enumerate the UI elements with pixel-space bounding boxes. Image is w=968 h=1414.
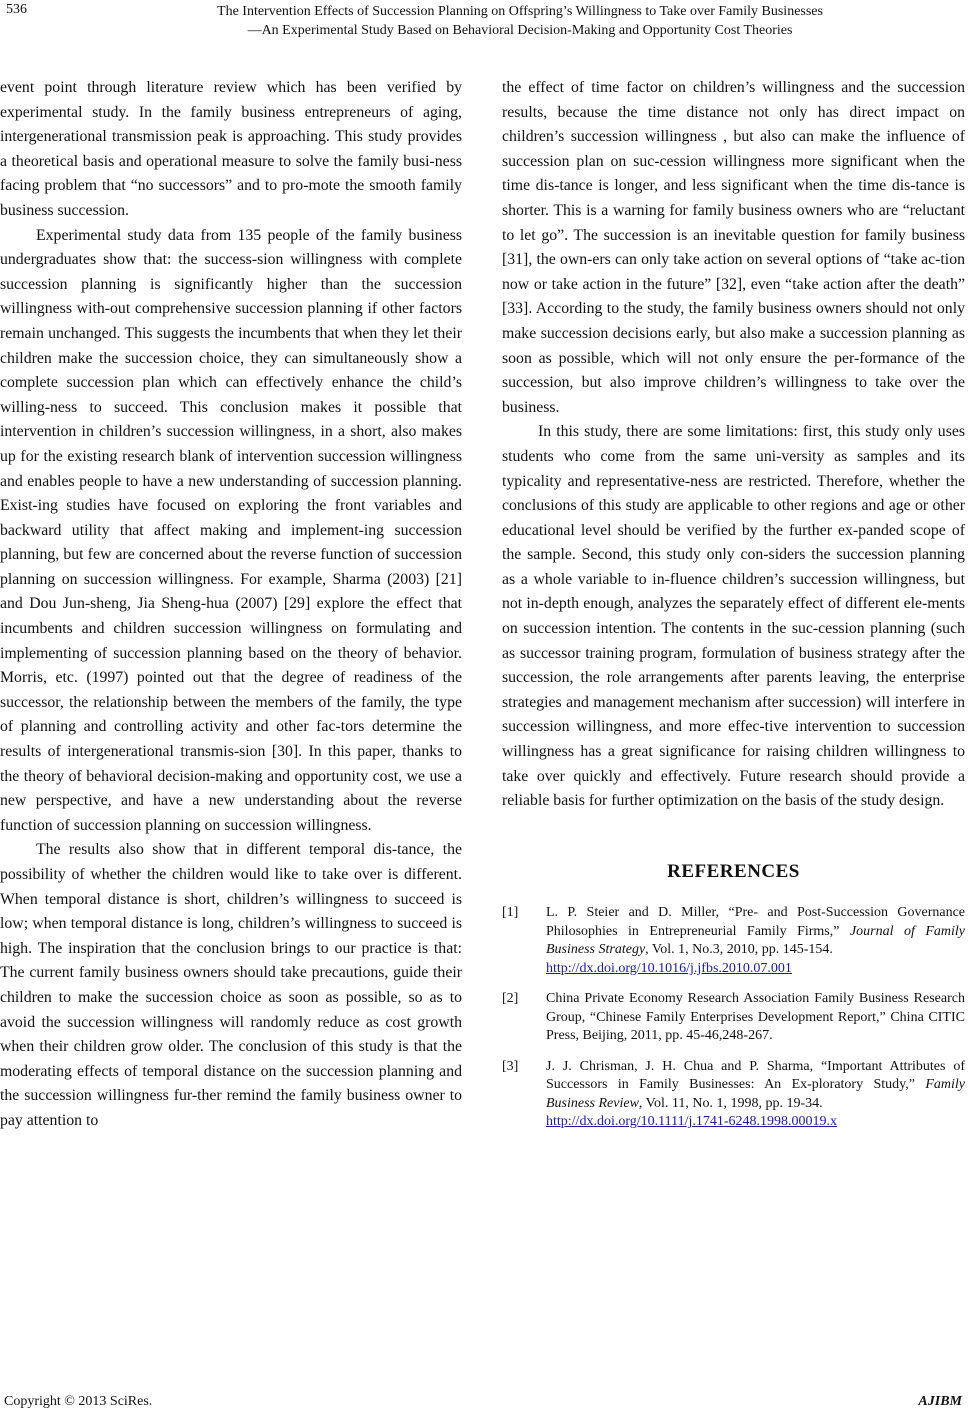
reference-number: [3] xyxy=(502,1058,519,1074)
running-header xyxy=(90,2,950,40)
reference-item xyxy=(502,904,965,978)
reference-item xyxy=(502,990,965,1046)
body-paragraph: In this study, there are some limitations: first, this study only uses students who come from the same uni-versity as samples and its typicality and representative-ness are restricted. Therefore, whether the conclusions of this study are applicable to other regions and age or other educational level should be verified by the further ex-panded scope of the sample. Second, this study only con-siders the succession planning as a whole variable to in-fluence children’s succession willingness, but not in-depth enough, analyzes the separately effect of different ele-ments on succession intention. The contents in the suc-cession planning (such as successor training program, formulation of business strategy after the succession, the role arrangements after parents leaving, the enterprise strategies and management mechanism after succession) will interfere in succession willingness, and more effec-tive intervention to succession willingness has a great significance for raising children willingness to take over quickly and effectively. Future research should provide a reliable basis for further optimization on the basis of the study design. xyxy=(502,423,965,810)
reference-details: , Vol. 1, No.3, 2010, pp. 145-154. xyxy=(645,942,833,958)
body-paragraph: event point through literature review which has been verified by experimental study. In the family business entrepreneurs of aging, intergenerational transmission peak is approaching. This study provides a theoretical basis and operational measure to solve the family busi-ness facing problem that “no successors” and to pro-mote the smooth family business succession. xyxy=(0,79,462,219)
reference-text xyxy=(546,990,965,1046)
reference-text xyxy=(546,1058,965,1132)
reference-doi-link[interactable]: http://dx.doi.org/10.1111/j.1741-6248.1998.00019.x xyxy=(546,1114,838,1130)
reference-doi-link[interactable]: http://dx.doi.org/10.1016/j.jfbs.2010.07.001 xyxy=(546,960,792,976)
reference-details: , Vol. 11, No. 1, 1998, pp. 19-34. xyxy=(638,1095,823,1111)
footer-copyright: Copyright © 2013 SciRes. xyxy=(4,1394,153,1409)
reference-number: [2] xyxy=(502,991,519,1007)
running-header-subtitle: —An Experimental Study Based on Behavioral Decision-Making and Opportunity Cost Theories xyxy=(247,23,793,38)
references-heading: REFERENCES xyxy=(667,860,800,882)
reference-citation: J. J. Chrisman, J. H. Chua and P. Sharma, “Important Attributes of Successors in Family Businesses: An Ex-ploratory Study,” xyxy=(546,1058,965,1093)
body-paragraph: The results also show that in different temporal dis-tance, the possibility of whether the children would like to take over is different. When temporal distance is short, children’s willingness to succeed is low; when temporal distance is long, children’s willingness to succeed is high. The inspiration that the conclusion brings to our practice is that: The current family business owners should take precautions, guide their children to make the succession choice as soon as possible, so as to avoid the succession willingness will randomly reduce as cost growth when their children grow older. The conclusion of this study is that the moderating effects of temporal distance on the succession planning and the succession willingness fur-ther remind the family business owner to pay attention to xyxy=(0,841,462,1129)
reference-text xyxy=(546,904,965,978)
reference-citation: China Private Economy Research Association Family Business Research Group, “Chinese Family Enterprises Development Report,” China CITIC Press, Beijing, 2011, pp. 45-46,248-267. xyxy=(546,991,965,1044)
reference-number: [1] xyxy=(502,905,519,921)
reference-item xyxy=(502,1058,965,1132)
body-paragraph: Experimental study data from 135 people of the family business undergraduates show that: the success-sion willingness with complete succession planning is significantly higher than the succession willingness with-out comprehensive succession planning if other factors remain unchanged. This suggests the incumbents that when they let their children make the succession choice, they can simultaneously show a complete succession plan which can effectively enhance the child’s willing-ness to succeed. This conclusion makes it possible that intervention in children’s succession willingness, in a short, also makes up for the existing research blank of intervention succession willingness and enables people to have a new understanding of succession planning. Exist-ing studies have focused on exploring the front variables and backward utility that affect making and implement-ing succession planning, but few are concerned about the reverse function of succession planning on succession willingness. For example, Sharma (2003) [21] and Dou Jun-sheng, Jia Sheng-hua (2007) [29] explore the effect that incumbents and children succession willingness on formulating and implementing of succession planning based on the theory of behavior. Morris, etc. (1997) pointed out that the degree of readiness of the successor, the relationship between the members of the family, the type of planning and controlling activity and other fac-tors determine the results of intergenerational transmis-sion [30]. In this paper, thanks to the theory of behavioral decision-making and opportunity cost, we use a new perspective, and have a new understanding about the reverse function of succession planning on succession willingness. xyxy=(0,226,462,834)
right-column xyxy=(502,76,965,1144)
body-paragraph: the effect of time factor on children’s willingness and the succession results, because the time distance not only has direct impact on children’s succession willingness , but also can make the influence of succession plan on suc-cession willingness more significant when the time dis-tance is longer, and less significant when the time dis-tance is shorter. This is a warning for family business owners who are “reluctant to let go”. The succession is an inevitable question for family business [31], the own-ers can only take action on several options of “take ac-tion now or take action in the future” [32], even “take action after the death” [33]. According to the study, the family business owners should not only make succession decisions early, but also make a succession planning as soon as possible, which will not only ensure the per-formance of the succession, but also improve children’s willingness to take over the business. xyxy=(502,79,965,416)
reference-journal: Journal of Family Business Strategy xyxy=(546,923,965,958)
page-number: 536 xyxy=(6,2,27,17)
running-header-title: The Intervention Effects of Succession Planning on Offspring’s Willingness to Take over Family Businesses xyxy=(217,4,823,19)
reference-journal: Family Business Review xyxy=(546,1077,965,1111)
left-column xyxy=(0,76,462,1134)
reference-citation: L. P. Steier and D. Miller, “Pre- and Post-Succession Governance Philosophies in Entrepreneurial Family Firms,” xyxy=(546,905,965,939)
footer-journal: AJIBM xyxy=(918,1394,962,1409)
